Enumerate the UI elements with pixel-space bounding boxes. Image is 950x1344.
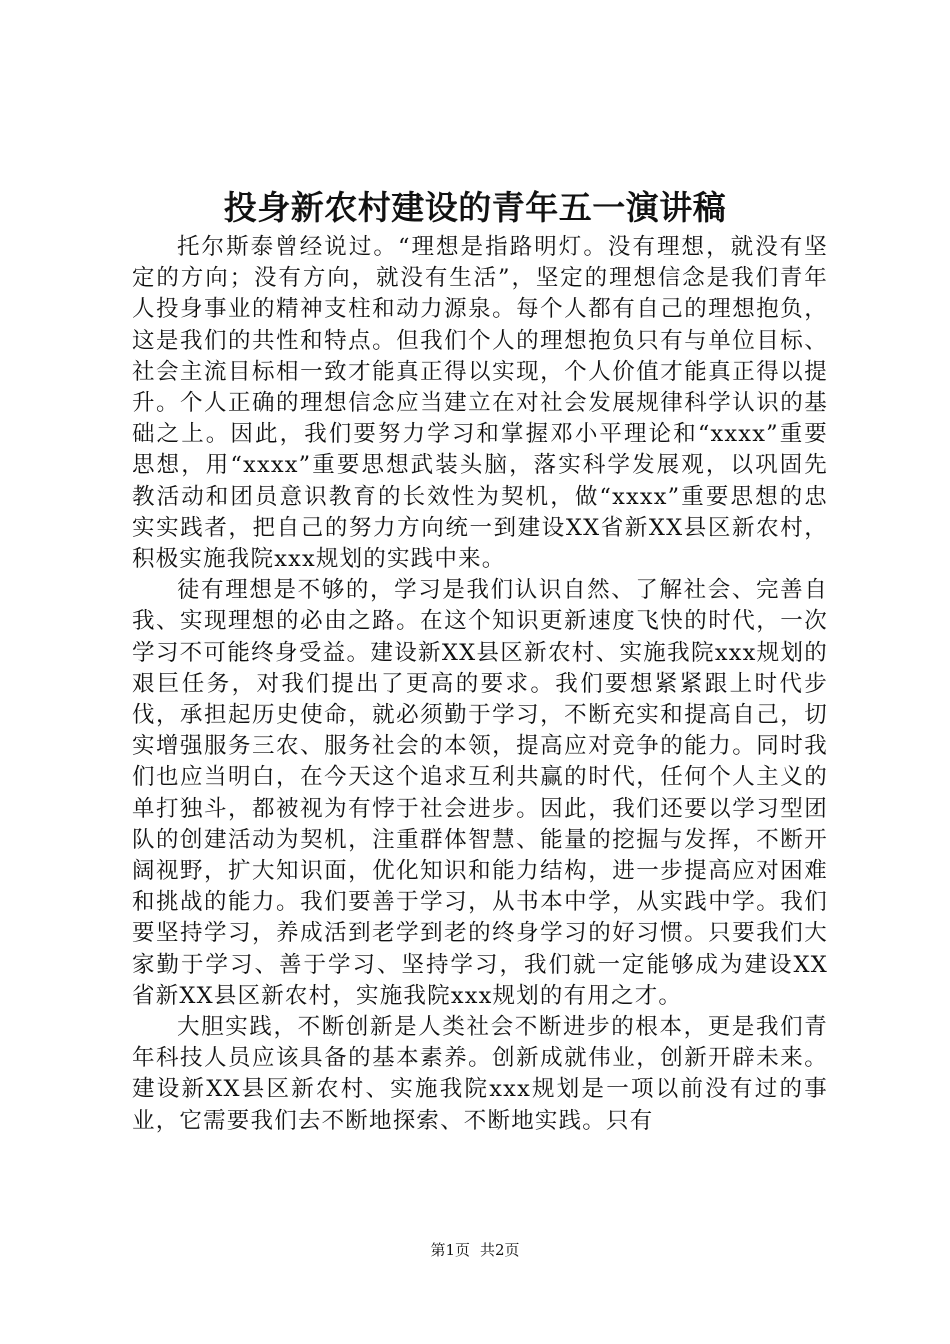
page-number-total: 共2页	[480, 1241, 520, 1259]
document-title: 投身新农村建设的青年五一演讲稿	[223, 188, 727, 227]
page-footer	[0, 1240, 950, 1260]
paragraph-2: 徒有理想是不够的，学习是我们认识自然、了解社会、完善自我、实现理想的必由之路。在这个知识更新速度飞快的时代，一次学习不可能终身受益。建设新XX县区新农村、实施我院xxx规划的艰巨任务，对我们提出了更高的要求。我们要想紧紧跟上时代步伐，承担起历史使命，就必须勤于学习，不断充实和提高自己，切实增强服务三农、服务社会的本领，提高应对竞争的能力。同时我们也应当明白，在今天这个追求互利共赢的时代，任何个人主义的单打独斗，都被视为有悖于社会进步。因此，我们还要以学习型团队的创建活动为契机，注重群体智慧、能量的挖掘与发挥，不断开阔视野，扩大知识面，优化知识和能力结构，进一步提高应对困难和挑战的能力。我们要善于学习，从书本中学，从实践中学。我们要坚持学习，养成活到老学到老的终身学习的好习惯。只要我们大家勤于学习、善于学习、坚持学习，我们就一定能够成为建设XX省新XX县区新农村，实施我院xxx规划的有用之才。	[132, 577, 828, 1009]
paragraph-1: 托尔斯泰曾经说过。“理想是指路明灯。没有理想，就没有坚定的方向；没有方向，就没有生活”，坚定的理想信念是我们青年人投身事业的精神支柱和动力源泉。每个人都有自己的理想抱负，这是我们的共性和特点。但我们个人的理想抱负只有与单位目标、社会主流目标相一致才能真正得以实现，个人价值才能真正得以提升。个人正确的理想信念应当建立在对社会发展规律科学认识的基础之上。因此，我们要努力学习和掌握邓小平理论和“xxxx”重要思想，用“xxxx”重要思想武装头脑，落实科学发展观，以巩固先教活动和团员意识教育的长效性为契机，做“xxxx”重要思想的忠实实践者，把自己的努力方向统一到建设XX省新XX县区新农村，积极实施我院xxx规划的实践中来。	[132, 234, 828, 573]
page-number-current: 第1页	[430, 1241, 470, 1259]
document-body	[132, 232, 828, 1137]
paragraph-3: 大胆实践，不断创新是人类社会不断进步的根本，更是我们青年科技人员应该具备的基本素养。创新成就伟业，创新开辟未来。建设新XX县区新农村、实施我院xxx规划是一项以前没有过的事业，它需要我们去不断地探索、不断地实践。只有	[132, 1014, 828, 1134]
